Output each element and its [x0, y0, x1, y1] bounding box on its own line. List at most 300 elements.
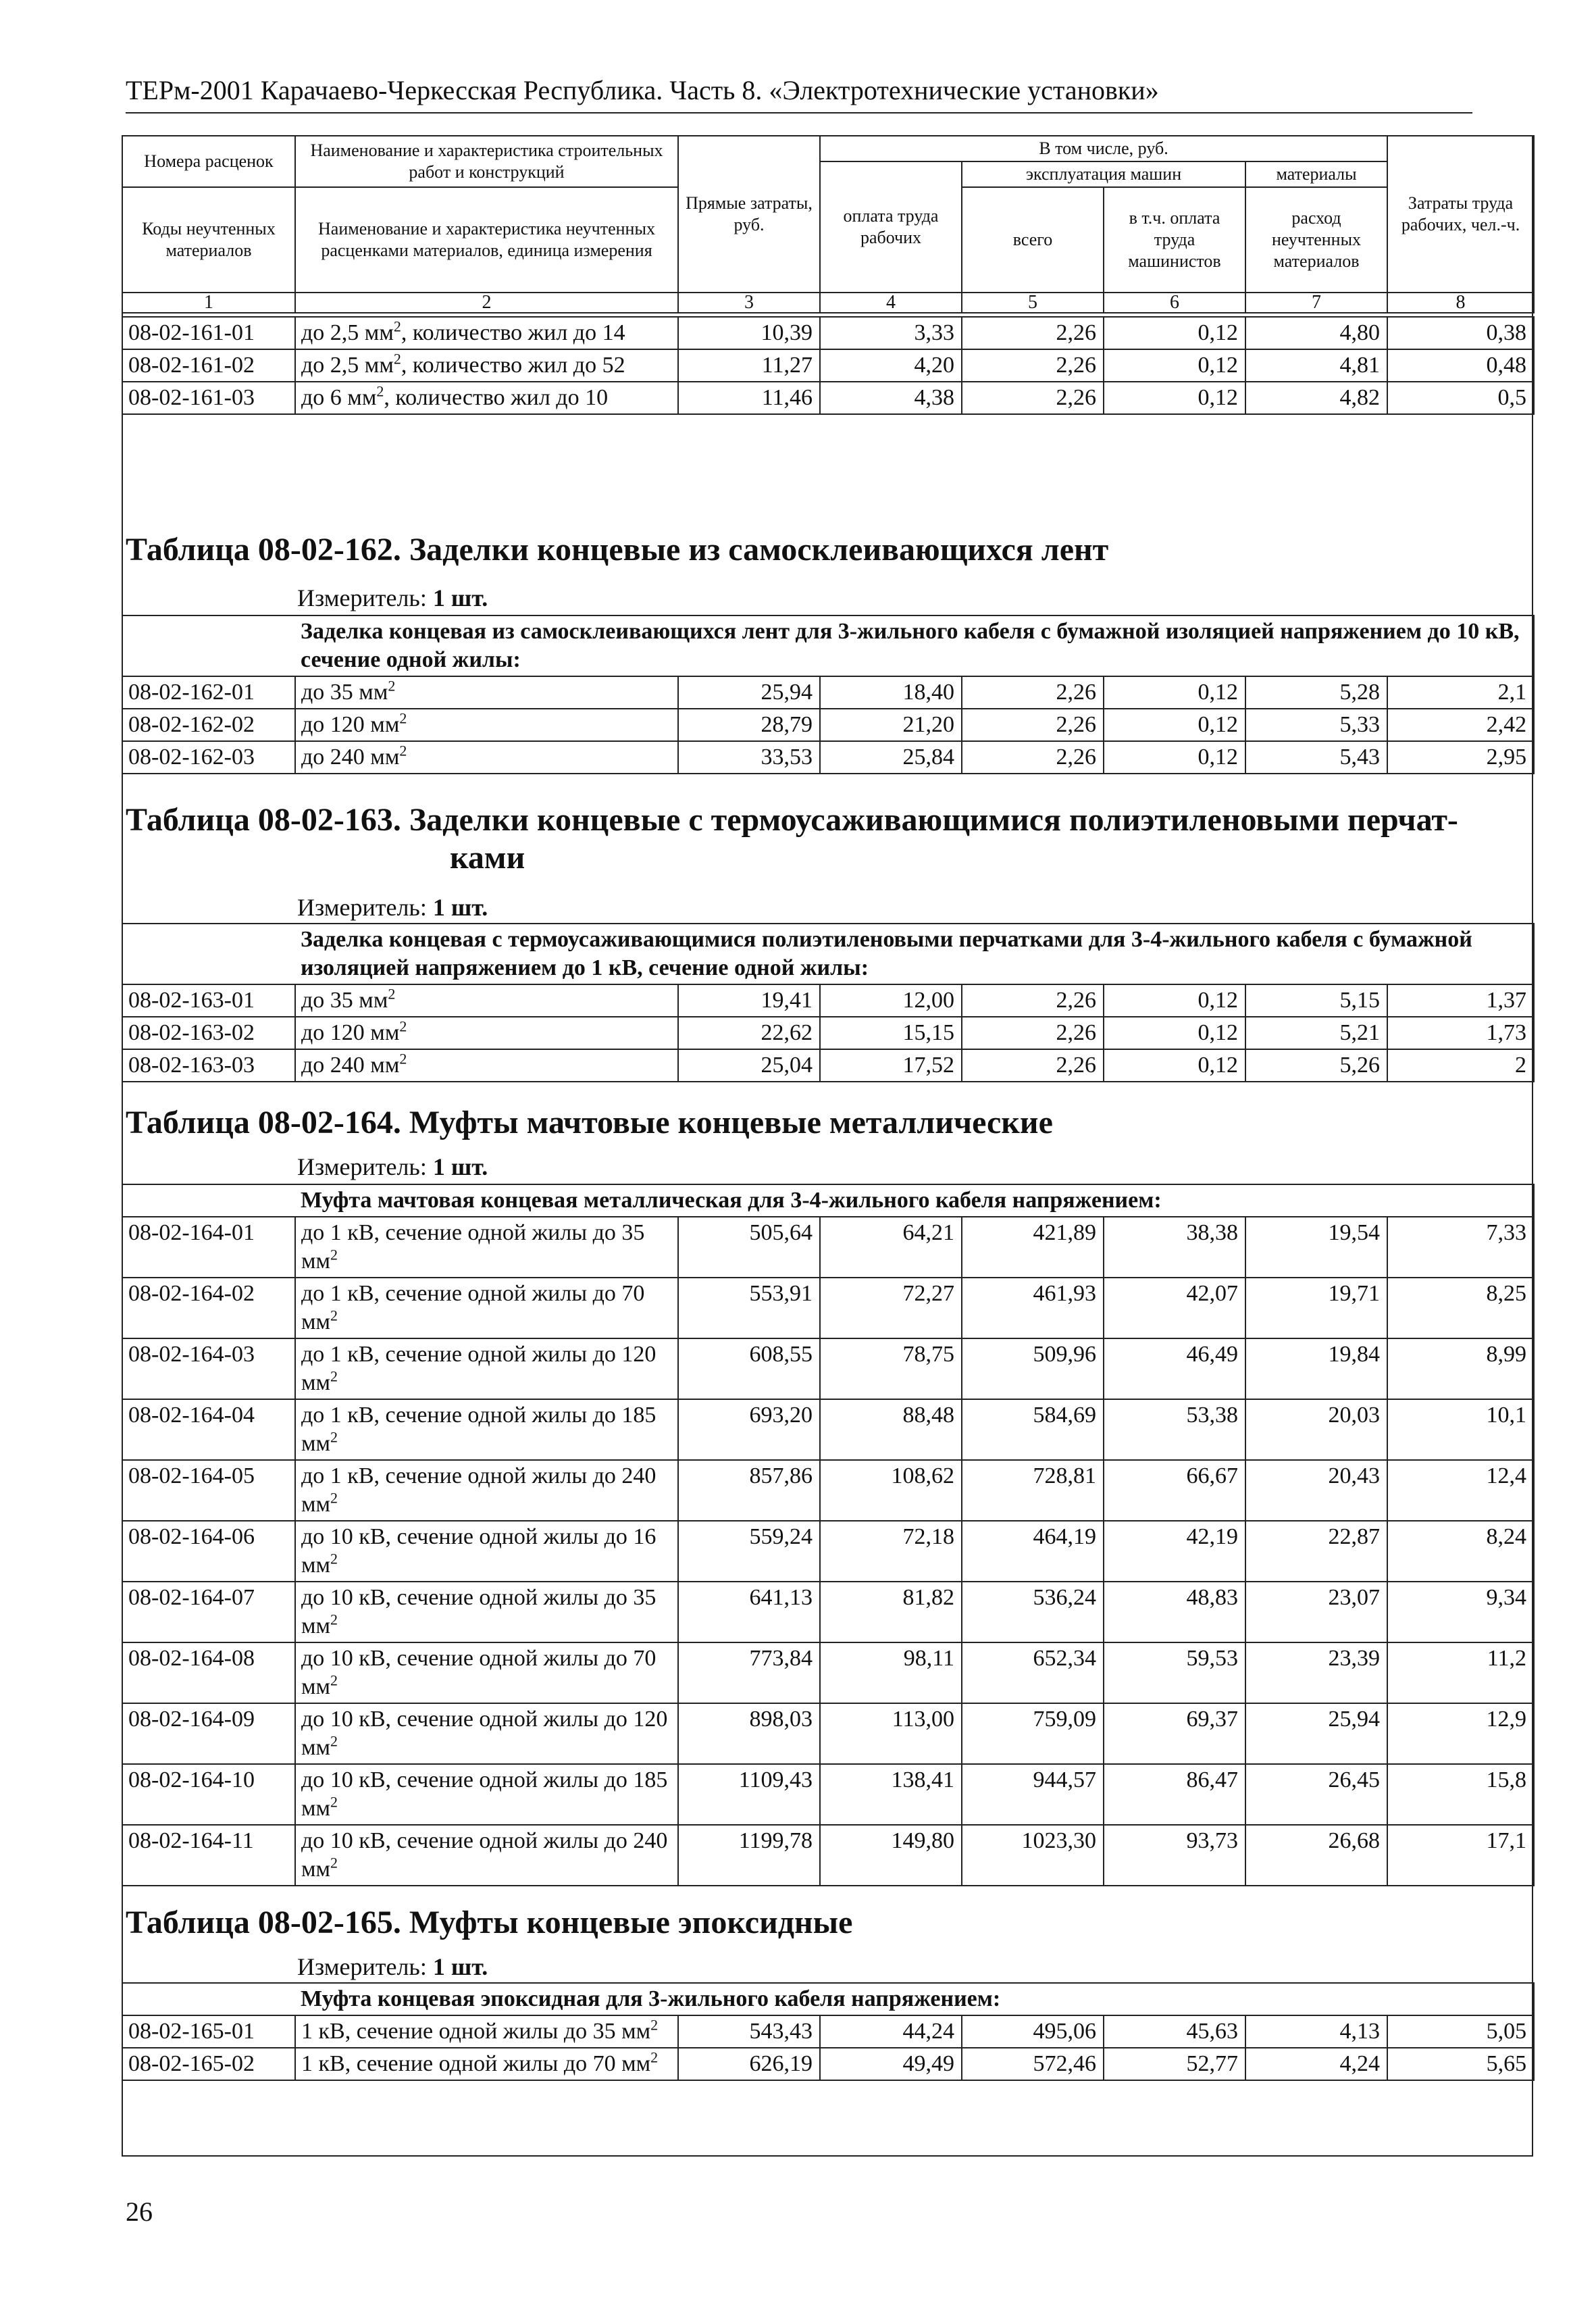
- table-164: [122, 1184, 1535, 1886]
- header-index-3: 3: [678, 293, 820, 313]
- rate-code: 08-02-162-02: [122, 709, 295, 741]
- table-row: [122, 1764, 1534, 1825]
- rate-description: [295, 1017, 678, 1049]
- rate-code: 08-02-161-03: [122, 382, 295, 414]
- description-text: до 2,5 мм: [301, 320, 394, 345]
- description-text: 1 кВ, сечение одной жилы до 70 мм: [301, 2051, 651, 2076]
- rate-description: [295, 349, 678, 382]
- materials: 4,82: [1245, 382, 1387, 414]
- description-text: до 10 кВ, сечение одной жилы до 35 мм: [301, 1585, 657, 1638]
- labor-costs: 10,1: [1387, 1399, 1534, 1460]
- table-162-meter: [297, 584, 488, 612]
- direct-costs: 33,53: [678, 741, 820, 774]
- machine-operation: 759,09: [962, 1703, 1104, 1764]
- rate-description: [295, 676, 678, 709]
- machine-operation: 2,26: [962, 317, 1104, 349]
- table-row: [122, 1582, 1534, 1642]
- machine-operation: 2,26: [962, 709, 1104, 741]
- group-spacer: [122, 1983, 295, 2015]
- labor-costs: 8,25: [1387, 1278, 1534, 1338]
- description-text: до 6 мм: [301, 385, 377, 410]
- rate-code: 08-02-162-01: [122, 676, 295, 709]
- direct-costs: 773,84: [678, 1642, 820, 1703]
- machine-operation: 944,57: [962, 1764, 1104, 1825]
- table-row: [122, 709, 1534, 741]
- table-row: [122, 1825, 1534, 1886]
- description-suffix: , количество жил до 14: [401, 320, 625, 345]
- rate-description: [295, 1049, 678, 1082]
- superscript: 2: [330, 1367, 338, 1385]
- table-row: [122, 1521, 1534, 1582]
- meter-value: 1 шт.: [432, 584, 488, 611]
- superscript: 2: [330, 1854, 338, 1871]
- table-row: [122, 1278, 1534, 1338]
- meter-label: Измеритель:: [297, 894, 427, 921]
- materials: 25,94: [1245, 1703, 1387, 1764]
- superscript: 2: [388, 985, 396, 1003]
- machinist-pay: 0,12: [1104, 709, 1245, 741]
- page-number: 26: [126, 2196, 153, 2227]
- materials: 5,33: [1245, 709, 1387, 741]
- table-row: [122, 1217, 1534, 1278]
- table-row: [122, 1642, 1534, 1703]
- rate-description: [295, 1582, 678, 1642]
- worker-pay: 15,15: [820, 1017, 962, 1049]
- superscript: 2: [330, 1246, 338, 1263]
- machinist-pay: 69,37: [1104, 1703, 1245, 1764]
- worker-pay: 12,00: [820, 984, 962, 1017]
- table-162: [122, 615, 1535, 774]
- superscript: 2: [399, 1050, 407, 1067]
- machinist-pay: 0,12: [1104, 676, 1245, 709]
- rate-description: [295, 1338, 678, 1399]
- superscript: 2: [399, 709, 407, 727]
- rate-code: 08-02-164-02: [122, 1278, 295, 1338]
- description-text: до 10 кВ, сечение одной жилы до 185 мм: [301, 1767, 668, 1821]
- rate-description: [295, 1642, 678, 1703]
- labor-costs: 0,5: [1387, 382, 1534, 414]
- rate-description: [295, 984, 678, 1017]
- meter-label: Измеритель:: [297, 1953, 427, 1980]
- materials: 19,84: [1245, 1338, 1387, 1399]
- description-text: до 10 кВ, сечение одной жилы до 240 мм: [301, 1828, 668, 1882]
- table-164-group-label: Муфта мачтовая концевая металлическая для 3-4-жильного кабеля напряжением:: [295, 1184, 1534, 1217]
- superscript: 2: [330, 1793, 338, 1811]
- direct-costs: 608,55: [678, 1338, 820, 1399]
- machinist-pay: 48,83: [1104, 1582, 1245, 1642]
- meter-label: Измеритель:: [297, 1153, 427, 1180]
- table-row: [122, 984, 1534, 1017]
- labor-costs: 5,05: [1387, 2015, 1534, 2048]
- worker-pay: 149,80: [820, 1825, 962, 1886]
- machine-operation: 584,69: [962, 1399, 1104, 1460]
- rate-description: [295, 1278, 678, 1338]
- labor-costs: 1,73: [1387, 1017, 1534, 1049]
- header-machine-total: всего: [962, 187, 1104, 293]
- materials: 4,13: [1245, 2015, 1387, 2048]
- rate-description: [295, 2015, 678, 2048]
- rate-code: 08-02-164-04: [122, 1399, 295, 1460]
- superscript: 2: [376, 382, 384, 400]
- labor-costs: 2: [1387, 1049, 1534, 1082]
- meter-value: 1 шт.: [432, 1153, 488, 1180]
- table-row: [122, 1703, 1534, 1764]
- labor-costs: 5,65: [1387, 2048, 1534, 2080]
- direct-costs: 19,41: [678, 984, 820, 1017]
- table-row: [122, 317, 1534, 349]
- table-164-title: Таблица 08-02-164. Муфты мачтовые концевые металлические: [126, 1105, 1053, 1140]
- labor-costs: 17,1: [1387, 1825, 1534, 1886]
- table-163-meter: [297, 893, 488, 922]
- worker-pay: 3,33: [820, 317, 962, 349]
- superscript: 2: [330, 1550, 338, 1567]
- superscript: 2: [330, 1428, 338, 1446]
- description-text: до 240 мм: [301, 745, 400, 770]
- materials: 26,68: [1245, 1825, 1387, 1886]
- direct-costs: 641,13: [678, 1582, 820, 1642]
- table-161-continued: [122, 316, 1535, 415]
- table-row: [122, 1460, 1534, 1521]
- table-163-group-label: Заделка концевая с термоусаживающимися полиэтиленовыми перчатками для 3-4-жильного кабеля с бумажной изоляцией напряжением до 1 кВ, сечение одной жилы:: [295, 924, 1534, 984]
- rate-description: [295, 1703, 678, 1764]
- meter-value: 1 шт.: [432, 894, 488, 921]
- machinist-pay: 45,63: [1104, 2015, 1245, 2048]
- header-index-7: 7: [1245, 293, 1387, 313]
- superscript: 2: [650, 2016, 659, 2034]
- rate-code: 08-02-164-06: [122, 1521, 295, 1582]
- direct-costs: 553,91: [678, 1278, 820, 1338]
- machine-operation: 2,26: [962, 349, 1104, 382]
- rate-code: 08-02-164-01: [122, 1217, 295, 1278]
- superscript: 2: [650, 2048, 659, 2066]
- header-work-name: Наименование и характеристика строительных работ и конструкций: [295, 136, 678, 187]
- table-row: [122, 2048, 1534, 2080]
- description-text: до 10 кВ, сечение одной жилы до 120 мм: [301, 1707, 668, 1760]
- machine-operation: 2,26: [962, 984, 1104, 1017]
- machine-operation: 464,19: [962, 1521, 1104, 1582]
- direct-costs: 1199,78: [678, 1825, 820, 1886]
- table-165-meter: [297, 1953, 488, 1981]
- description-suffix: , количество жил до 10: [384, 385, 609, 410]
- worker-pay: 88,48: [820, 1399, 962, 1460]
- worker-pay: 81,82: [820, 1582, 962, 1642]
- machine-operation: 495,06: [962, 2015, 1104, 2048]
- labor-costs: 15,8: [1387, 1764, 1534, 1825]
- direct-costs: 25,04: [678, 1049, 820, 1082]
- description-text: до 35 мм: [301, 988, 388, 1013]
- direct-costs: 543,43: [678, 2015, 820, 2048]
- labor-costs: 7,33: [1387, 1217, 1534, 1278]
- labor-costs: 9,34: [1387, 1582, 1534, 1642]
- description-text: до 1 кВ, сечение одной жилы до 240 мм: [301, 1463, 657, 1517]
- rate-code: 08-02-164-03: [122, 1338, 295, 1399]
- worker-pay: 64,21: [820, 1217, 962, 1278]
- header-worker-pay: оплата труда рабочих: [820, 161, 962, 293]
- machinist-pay: 93,73: [1104, 1825, 1245, 1886]
- materials: 23,39: [1245, 1642, 1387, 1703]
- labor-costs: 1,37: [1387, 984, 1534, 1017]
- worker-pay: 49,49: [820, 2048, 962, 2080]
- table-162-group-label: Заделка концевая из самосклеивающихся лент для 3-жильного кабеля с бумажной изоляцией напряжением до 10 кВ, сечение одной жилы:: [295, 615, 1534, 676]
- rate-description: [295, 1764, 678, 1825]
- description-text: до 1 кВ, сечение одной жилы до 35 мм: [301, 1220, 645, 1274]
- rate-code: 08-02-163-03: [122, 1049, 295, 1082]
- rate-code: 08-02-161-01: [122, 317, 295, 349]
- worker-pay: 138,41: [820, 1764, 962, 1825]
- table-row: [122, 349, 1534, 382]
- group-spacer: [122, 1184, 295, 1217]
- rate-code: 08-02-164-11: [122, 1825, 295, 1886]
- rate-description: [295, 382, 678, 414]
- direct-costs: 25,94: [678, 676, 820, 709]
- machine-operation: 536,24: [962, 1582, 1104, 1642]
- header-index-2: 2: [295, 293, 678, 313]
- rate-description: [295, 1825, 678, 1886]
- materials: 5,43: [1245, 741, 1387, 774]
- worker-pay: 18,40: [820, 676, 962, 709]
- labor-costs: 12,4: [1387, 1460, 1534, 1521]
- rate-code: 08-02-162-03: [122, 741, 295, 774]
- worker-pay: 17,52: [820, 1049, 962, 1082]
- worker-pay: 72,18: [820, 1521, 962, 1582]
- table-163-title-line1: Таблица 08-02-163. Заделки концевые с термоусаживающимися полиэтиленовыми перчат-: [126, 802, 1458, 838]
- header-index-8: 8: [1387, 293, 1534, 313]
- machinist-pay: 42,19: [1104, 1521, 1245, 1582]
- machinist-pay: 53,38: [1104, 1399, 1245, 1460]
- direct-costs: 11,27: [678, 349, 820, 382]
- page-title: ТЕРм-2001 Карачаево-Черкесская Республика. Часть 8. «Электротехнические установки»: [126, 75, 1159, 105]
- machine-operation: 572,46: [962, 2048, 1104, 2080]
- table-165-group-label: Муфта концевая эпоксидная для 3-жильного кабеля напряжением:: [295, 1983, 1534, 2015]
- description-suffix: , количество жил до 52: [401, 353, 625, 378]
- table-row: [122, 1399, 1534, 1460]
- description-text: до 10 кВ, сечение одной жилы до 70 мм: [301, 1646, 657, 1699]
- rate-description: [295, 741, 678, 774]
- rate-description: [295, 1399, 678, 1460]
- worker-pay: 4,20: [820, 349, 962, 382]
- materials: 5,21: [1245, 1017, 1387, 1049]
- header-uncounted-name: Наименование и характеристика неучтенных расценками материалов, единица измерения: [295, 187, 678, 293]
- materials: 4,80: [1245, 317, 1387, 349]
- worker-pay: 108,62: [820, 1460, 962, 1521]
- labor-costs: 11,2: [1387, 1642, 1534, 1703]
- header-index-5: 5: [962, 293, 1104, 313]
- materials: 4,24: [1245, 2048, 1387, 2080]
- rate-code: 08-02-164-08: [122, 1642, 295, 1703]
- machinist-pay: 86,47: [1104, 1764, 1245, 1825]
- superscript: 2: [393, 318, 401, 335]
- rate-code: 08-02-165-01: [122, 2015, 295, 2048]
- table-162-title: Таблица 08-02-162. Заделки концевые из самосклеивающихся лент: [126, 532, 1109, 568]
- labor-costs: 0,48: [1387, 349, 1534, 382]
- machinist-pay: 0,12: [1104, 741, 1245, 774]
- header-labor-costs: Затраты труда рабочих, чел.-ч.: [1387, 136, 1534, 293]
- description-text: до 1 кВ, сечение одной жилы до 70 мм: [301, 1281, 645, 1334]
- worker-pay: 78,75: [820, 1338, 962, 1399]
- table-165-title: Таблица 08-02-165. Муфты концевые эпоксидные: [126, 1905, 853, 1940]
- materials: 5,15: [1245, 984, 1387, 1017]
- rate-code: 08-02-163-01: [122, 984, 295, 1017]
- worker-pay: 21,20: [820, 709, 962, 741]
- direct-costs: 898,03: [678, 1703, 820, 1764]
- labor-costs: 12,9: [1387, 1703, 1534, 1764]
- header-uncounted-codes: Коды неучтенных материалов: [122, 187, 295, 293]
- machine-operation: 652,34: [962, 1642, 1104, 1703]
- machine-operation: 2,26: [962, 382, 1104, 414]
- description-text: до 240 мм: [301, 1053, 400, 1078]
- materials: 22,87: [1245, 1521, 1387, 1582]
- table-163: [122, 923, 1535, 1082]
- title-rule: [126, 112, 1472, 114]
- labor-costs: 8,24: [1387, 1521, 1534, 1582]
- table-row: [122, 382, 1534, 414]
- description-text: 1 кВ, сечение одной жилы до 35 мм: [301, 2019, 651, 2044]
- rate-code: 08-02-164-10: [122, 1764, 295, 1825]
- materials: 20,03: [1245, 1399, 1387, 1460]
- table-row: [122, 1017, 1534, 1049]
- header-index-6: 6: [1104, 293, 1245, 313]
- table-row: [122, 1049, 1534, 1082]
- direct-costs: 1109,43: [678, 1764, 820, 1825]
- machinist-pay: 59,53: [1104, 1642, 1245, 1703]
- rate-description: [295, 1460, 678, 1521]
- direct-costs: 626,19: [678, 2048, 820, 2080]
- group-spacer: [122, 615, 295, 676]
- worker-pay: 72,27: [820, 1278, 962, 1338]
- description-text: до 1 кВ, сечение одной жилы до 185 мм: [301, 1403, 657, 1456]
- machinist-pay: 52,77: [1104, 2048, 1245, 2080]
- superscript: 2: [330, 1307, 338, 1324]
- worker-pay: 25,84: [820, 741, 962, 774]
- worker-pay: 98,11: [820, 1642, 962, 1703]
- rate-code: 08-02-164-09: [122, 1703, 295, 1764]
- machine-operation: 2,26: [962, 741, 1104, 774]
- machinist-pay: 38,38: [1104, 1217, 1245, 1278]
- materials: 19,71: [1245, 1278, 1387, 1338]
- superscript: 2: [330, 1611, 338, 1628]
- superscript: 2: [393, 350, 401, 368]
- labor-costs: 2,42: [1387, 709, 1534, 741]
- column-header-table: [122, 135, 1535, 313]
- direct-costs: 559,24: [678, 1521, 820, 1582]
- superscript: 2: [399, 1017, 407, 1035]
- worker-pay: 4,38: [820, 382, 962, 414]
- machine-operation: 2,26: [962, 1017, 1104, 1049]
- description-text: до 120 мм: [301, 712, 400, 737]
- rate-code: 08-02-164-05: [122, 1460, 295, 1521]
- table-164-meter: [297, 1153, 488, 1181]
- description-text: до 1 кВ, сечение одной жилы до 120 мм: [301, 1342, 657, 1395]
- materials: 5,26: [1245, 1049, 1387, 1082]
- direct-costs: 22,62: [678, 1017, 820, 1049]
- table-163-title: [126, 801, 1458, 877]
- header-materials: материалы: [1245, 161, 1387, 187]
- materials: 26,45: [1245, 1764, 1387, 1825]
- direct-costs: 857,86: [678, 1460, 820, 1521]
- superscript: 2: [330, 1671, 338, 1689]
- direct-costs: 693,20: [678, 1399, 820, 1460]
- meter-value: 1 шт.: [432, 1953, 488, 1980]
- machinist-pay: 0,12: [1104, 317, 1245, 349]
- header-index-1: 1: [122, 293, 295, 313]
- materials: 23,07: [1245, 1582, 1387, 1642]
- header-machinist-pay: в т.ч. оплата труда машинистов: [1104, 187, 1245, 293]
- machine-operation: 728,81: [962, 1460, 1104, 1521]
- labor-costs: 8,99: [1387, 1338, 1534, 1399]
- machine-operation: 461,93: [962, 1278, 1104, 1338]
- header-index-4: 4: [820, 293, 962, 313]
- table-163-title-line2: ками: [450, 840, 525, 876]
- meter-label: Измеритель:: [297, 584, 427, 611]
- rate-description: [295, 317, 678, 349]
- rate-code: 08-02-165-02: [122, 2048, 295, 2080]
- description-text: до 10 кВ, сечение одной жилы до 16 мм: [301, 1524, 657, 1578]
- header-including: В том числе, руб.: [820, 136, 1387, 161]
- labor-costs: 2,95: [1387, 741, 1534, 774]
- table-row: [122, 1338, 1534, 1399]
- machine-operation: 2,26: [962, 676, 1104, 709]
- superscript: 2: [388, 677, 396, 695]
- direct-costs: 11,46: [678, 382, 820, 414]
- rate-code: 08-02-164-07: [122, 1582, 295, 1642]
- rate-description: [295, 709, 678, 741]
- group-spacer: [122, 924, 295, 984]
- machinist-pay: 0,12: [1104, 382, 1245, 414]
- superscript: 2: [399, 742, 407, 759]
- machinist-pay: 0,12: [1104, 984, 1245, 1017]
- worker-pay: 113,00: [820, 1703, 962, 1764]
- header-machine-operation: эксплуатация машин: [962, 161, 1245, 187]
- superscript: 2: [330, 1489, 338, 1507]
- rate-code: 08-02-163-02: [122, 1017, 295, 1049]
- description-text: до 2,5 мм: [301, 353, 394, 378]
- header-uncounted-usage: расход неучтенных материалов: [1245, 187, 1387, 293]
- table-row: [122, 2015, 1534, 2048]
- machine-operation: 509,96: [962, 1338, 1104, 1399]
- rate-description: [295, 2048, 678, 2080]
- description-text: до 120 мм: [301, 1020, 400, 1045]
- machinist-pay: 46,49: [1104, 1338, 1245, 1399]
- worker-pay: 44,24: [820, 2015, 962, 2048]
- materials: 20,43: [1245, 1460, 1387, 1521]
- machine-operation: 421,89: [962, 1217, 1104, 1278]
- materials: 4,81: [1245, 349, 1387, 382]
- superscript: 2: [330, 1732, 338, 1750]
- rate-description: [295, 1521, 678, 1582]
- machine-operation: 1023,30: [962, 1825, 1104, 1886]
- machinist-pay: 0,12: [1104, 349, 1245, 382]
- machine-operation: 2,26: [962, 1049, 1104, 1082]
- table-row: [122, 741, 1534, 774]
- materials: 5,28: [1245, 676, 1387, 709]
- description-text: до 35 мм: [301, 680, 388, 705]
- materials: 19,54: [1245, 1217, 1387, 1278]
- machinist-pay: 0,12: [1104, 1049, 1245, 1082]
- table-row: [122, 676, 1534, 709]
- labor-costs: 2,1: [1387, 676, 1534, 709]
- rate-code: 08-02-161-02: [122, 349, 295, 382]
- rate-description: [295, 1217, 678, 1278]
- table-165: [122, 1982, 1535, 2081]
- direct-costs: 10,39: [678, 317, 820, 349]
- direct-costs: 28,79: [678, 709, 820, 741]
- machinist-pay: 66,67: [1104, 1460, 1245, 1521]
- header-rate-numbers: Номера расценок: [122, 136, 295, 187]
- machinist-pay: 0,12: [1104, 1017, 1245, 1049]
- header-direct-costs: Прямые затраты, руб.: [678, 136, 820, 293]
- machinist-pay: 42,07: [1104, 1278, 1245, 1338]
- direct-costs: 505,64: [678, 1217, 820, 1278]
